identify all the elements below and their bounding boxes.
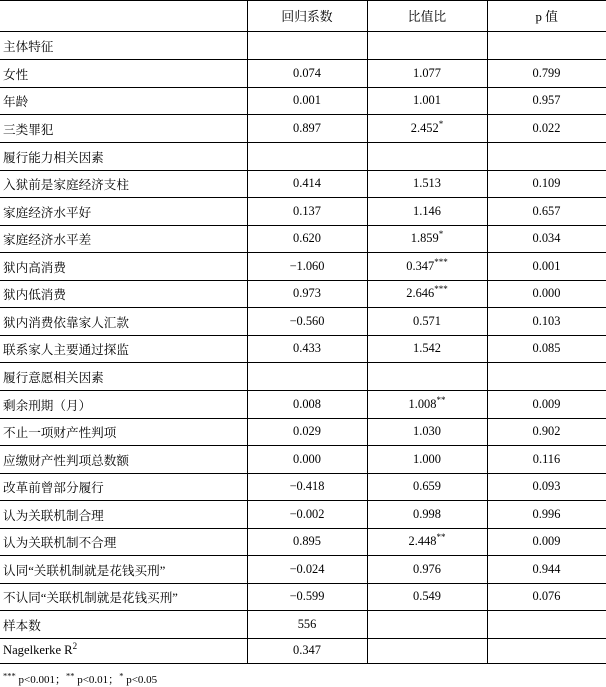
cell-coefficient: 0.895 [247,528,367,556]
footnote-text-2: p<0.01； [74,674,120,686]
table-row [0,308,606,336]
cell-odds-ratio: 1.008** [367,391,487,419]
cell-p-value: 0.034 [487,225,606,253]
cell-coefficient: 556 [247,611,367,639]
cell-coefficient: 0.620 [247,225,367,253]
table-row [0,60,606,88]
row-label: 家庭经济水平好 [0,198,247,226]
cell-p-value [487,611,606,639]
cell-p-value: 0.000 [487,280,606,308]
cell-odds-ratio: 1.077 [367,60,487,88]
row-label: 履行意愿相关因素 [0,363,247,391]
row-label: 不止一项财产性判项 [0,418,247,446]
cell-coefficient [247,142,367,170]
cell-odds-ratio: 0.998 [367,501,487,529]
cell-odds-ratio: 0.571 [367,308,487,336]
cell-odds-ratio [367,611,487,639]
cell-coefficient [247,363,367,391]
cell-odds-ratio: 1.030 [367,418,487,446]
row-label: 认为关联机制合理 [0,501,247,529]
table-row [0,253,606,281]
cell-coefficient [247,32,367,60]
cell-odds-ratio: 2.448** [367,528,487,556]
table-section-row [0,142,606,170]
row-label: 年龄 [0,87,247,115]
table-row [0,556,606,584]
row-label: 改革前曾部分履行 [0,473,247,501]
cell-p-value: 0.009 [487,391,606,419]
cell-p-value: 0.116 [487,446,606,474]
cell-coefficient: 0.433 [247,335,367,363]
cell-coefficient: 0.137 [247,198,367,226]
cell-odds-ratio: 0.976 [367,556,487,584]
cell-odds-ratio: 0.347*** [367,253,487,281]
cell-coefficient: 0.001 [247,87,367,115]
cell-p-value [487,363,606,391]
table-row [0,391,606,419]
row-label: 狱内高消费 [0,253,247,281]
cell-coefficient: 0.074 [247,60,367,88]
column-header-coefficient: 回归系数 [247,1,367,32]
row-label: 剩余刑期（月） [0,391,247,419]
table-row [0,611,606,639]
row-label: 认为关联机制不合理 [0,528,247,556]
cell-coefficient: −0.560 [247,308,367,336]
cell-odds-ratio: 1.146 [367,198,487,226]
cell-odds-ratio: 0.549 [367,583,487,611]
table-row [0,170,606,198]
table-row [0,225,606,253]
table-header-row [0,1,606,32]
table-section-row [0,363,606,391]
cell-coefficient: −0.599 [247,583,367,611]
cell-odds-ratio: 1.001 [367,87,487,115]
footnote-text-1: p<0.05 [123,674,158,686]
cell-odds-ratio [367,638,487,664]
cell-p-value [487,638,606,664]
cell-coefficient: −1.060 [247,253,367,281]
row-label: 主体特征 [0,32,247,60]
row-label: 联系家人主要通过探监 [0,335,247,363]
cell-coefficient: 0.029 [247,418,367,446]
row-label: 家庭经济水平差 [0,225,247,253]
row-label: 履行能力相关因素 [0,142,247,170]
cell-p-value: 0.109 [487,170,606,198]
cell-odds-ratio: 2.452* [367,115,487,143]
table-row [0,335,606,363]
cell-coefficient: 0.973 [247,280,367,308]
row-label: 三类罪犯 [0,115,247,143]
cell-p-value: 0.799 [487,60,606,88]
table-body [0,32,606,664]
column-header-variable [0,1,247,32]
row-label: 不认同“关联机制就是花钱买刑” [0,583,247,611]
table-row [0,638,606,664]
cell-coefficient: 0.414 [247,170,367,198]
cell-odds-ratio [367,32,487,60]
cell-p-value: 0.001 [487,253,606,281]
row-label: 样本数 [0,611,247,639]
row-label: Nagelkerke $R^2$ [0,638,247,664]
cell-odds-ratio [367,363,487,391]
cell-coefficient: −0.002 [247,501,367,529]
table-row [0,473,606,501]
cell-p-value: 0.944 [487,556,606,584]
cell-odds-ratio: 1.513 [367,170,487,198]
table-row [0,280,606,308]
cell-p-value: 0.996 [487,501,606,529]
cell-p-value: 0.022 [487,115,606,143]
cell-coefficient: 0.347 [247,638,367,664]
column-header-odds-ratio: 比值比 [367,1,487,32]
table-row [0,198,606,226]
cell-coefficient: −0.418 [247,473,367,501]
cell-odds-ratio: 0.659 [367,473,487,501]
table-row [0,446,606,474]
row-label: 狱内消费依靠家人汇款 [0,308,247,336]
cell-coefficient: 0.008 [247,391,367,419]
cell-p-value: 0.902 [487,418,606,446]
footnote-stars-3: *** [3,670,16,681]
cell-p-value [487,32,606,60]
table-row [0,501,606,529]
table-footnote [0,664,606,687]
footnote-text-3: p<0.001； [15,674,66,686]
column-header-p-value: p 值 [487,1,606,32]
cell-p-value: 0.085 [487,335,606,363]
row-label: 应缴财产性判项总数额 [0,446,247,474]
cell-p-value: 0.076 [487,583,606,611]
row-label: 女性 [0,60,247,88]
cell-odds-ratio: 2.646*** [367,280,487,308]
row-label: 认同“关联机制就是花钱买刑” [0,556,247,584]
cell-p-value: 0.957 [487,87,606,115]
table-row [0,583,606,611]
cell-coefficient: −0.024 [247,556,367,584]
footnote-stars-1: * [119,670,124,681]
cell-coefficient: 0.897 [247,115,367,143]
footnote-stars-2: ** [65,670,75,681]
cell-odds-ratio: 1.000 [367,446,487,474]
cell-p-value: 0.103 [487,308,606,336]
row-label: 入狱前是家庭经济支柱 [0,170,247,198]
table-row [0,115,606,143]
table-header [0,1,606,32]
cell-p-value [487,142,606,170]
row-label: 狱内低消费 [0,280,247,308]
cell-odds-ratio: 1.859* [367,225,487,253]
table-row [0,528,606,556]
cell-odds-ratio [367,142,487,170]
cell-p-value: 0.009 [487,528,606,556]
cell-p-value: 0.657 [487,198,606,226]
table-section-row [0,32,606,60]
cell-coefficient: 0.000 [247,446,367,474]
table-row [0,418,606,446]
table-row [0,87,606,115]
cell-odds-ratio: 1.542 [367,335,487,363]
cell-p-value: 0.093 [487,473,606,501]
